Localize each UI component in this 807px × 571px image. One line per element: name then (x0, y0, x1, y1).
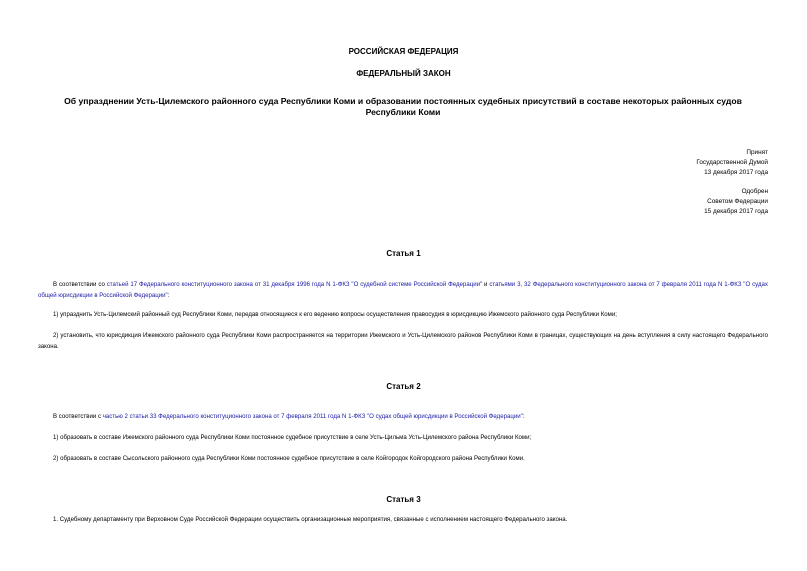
article-1-link-fkz-1996[interactable]: статьей 17 Федерального конституционного закона от 31 декабря 1996 года N 1-ФКЗ "О судебной системе Российской Федерации" (106, 281, 483, 288)
article-1-intro (38, 280, 768, 301)
article-1-item-2: 2) установить, что юрисдикция Ижемского районного суда Республики Коми распространяется на территории Ижемского и Усть-Цилемского районов Республики Коми в границах, существующих на день вступления в силу настоящего Федерального закона. (38, 332, 768, 350)
article-1-intro-pre: В соответствии со (53, 281, 107, 288)
article-2-item-2: 2) образовать в составе Сысольского районного суда Республики Коми постоянное судебное присутствие в селе Койгородок Койгородского района Республики Коми. (53, 455, 525, 462)
adoption-accepted (696, 148, 768, 178)
article-3-heading: Статья 3 (386, 495, 421, 504)
approved-date: 15 декабря 2017 года (704, 208, 768, 215)
law-type-heading: ФЕДЕРАЛЬНЫЙ ЗАКОН (356, 69, 451, 78)
article-1-heading: Статья 1 (386, 249, 421, 258)
article-3-item-1: 1. Судебному департаменту при Верховном Суде Российской Федерации осуществить организационные мероприятия, связанные с исполнением настоящего Федерального закона. (53, 516, 568, 523)
approved-body: Советом Федерации (707, 198, 768, 205)
accepted-body: Государственной Думой (696, 159, 768, 166)
article-1-intro-post: : (167, 291, 170, 299)
article-2-intro-post: : (522, 413, 525, 420)
article-2-intro-pre: В соответствии с (53, 413, 103, 420)
accepted-label: Принят (746, 149, 768, 156)
adoption-approved (704, 187, 768, 217)
article-1-item-1: 1) упразднить Усть-Цилемский районный суд Республики Коми, передав относящиеся к его ведению вопросы осуществления правосудия в юрисдикцию Ижемского районного суда Республики Коми; (53, 311, 617, 318)
approved-label: Одобрен (741, 188, 768, 195)
accepted-date: 13 декабря 2017 года (704, 169, 768, 176)
article-2-heading: Статья 2 (386, 382, 421, 391)
article-2-item-1: 1) образовать в составе Ижемского районного суда Республики Коми постоянное судебное присутствие в селе Усть-Цильма Усть-Цилемского района Республики Коми; (53, 434, 532, 441)
country-heading: РОССИЙСКАЯ ФЕДЕРАЦИЯ (348, 47, 459, 56)
article-2-link-fkz-2011[interactable]: частью 2 статьи 33 Федерального конституционного закона от 7 февраля 2011 года N 1-ФКЗ "О судах общей юрисдикции в Российской Федерации" (102, 413, 523, 420)
law-title: Об упразднении Усть-Цилемского районного суда Республики Коми и образовании постоянных судебных присутствий в составе некоторых районных судов Республики Коми (64, 96, 742, 117)
article-2-intro (38, 412, 768, 423)
article-1-link-fkz-2011[interactable]: статьями 3, 32 Федерального конституционного закона от 7 февраля 2011 года N 1-ФКЗ "О судах общей юрисдикции в Российской Федерации" (38, 281, 768, 299)
article-1-intro-mid: и (482, 281, 490, 288)
